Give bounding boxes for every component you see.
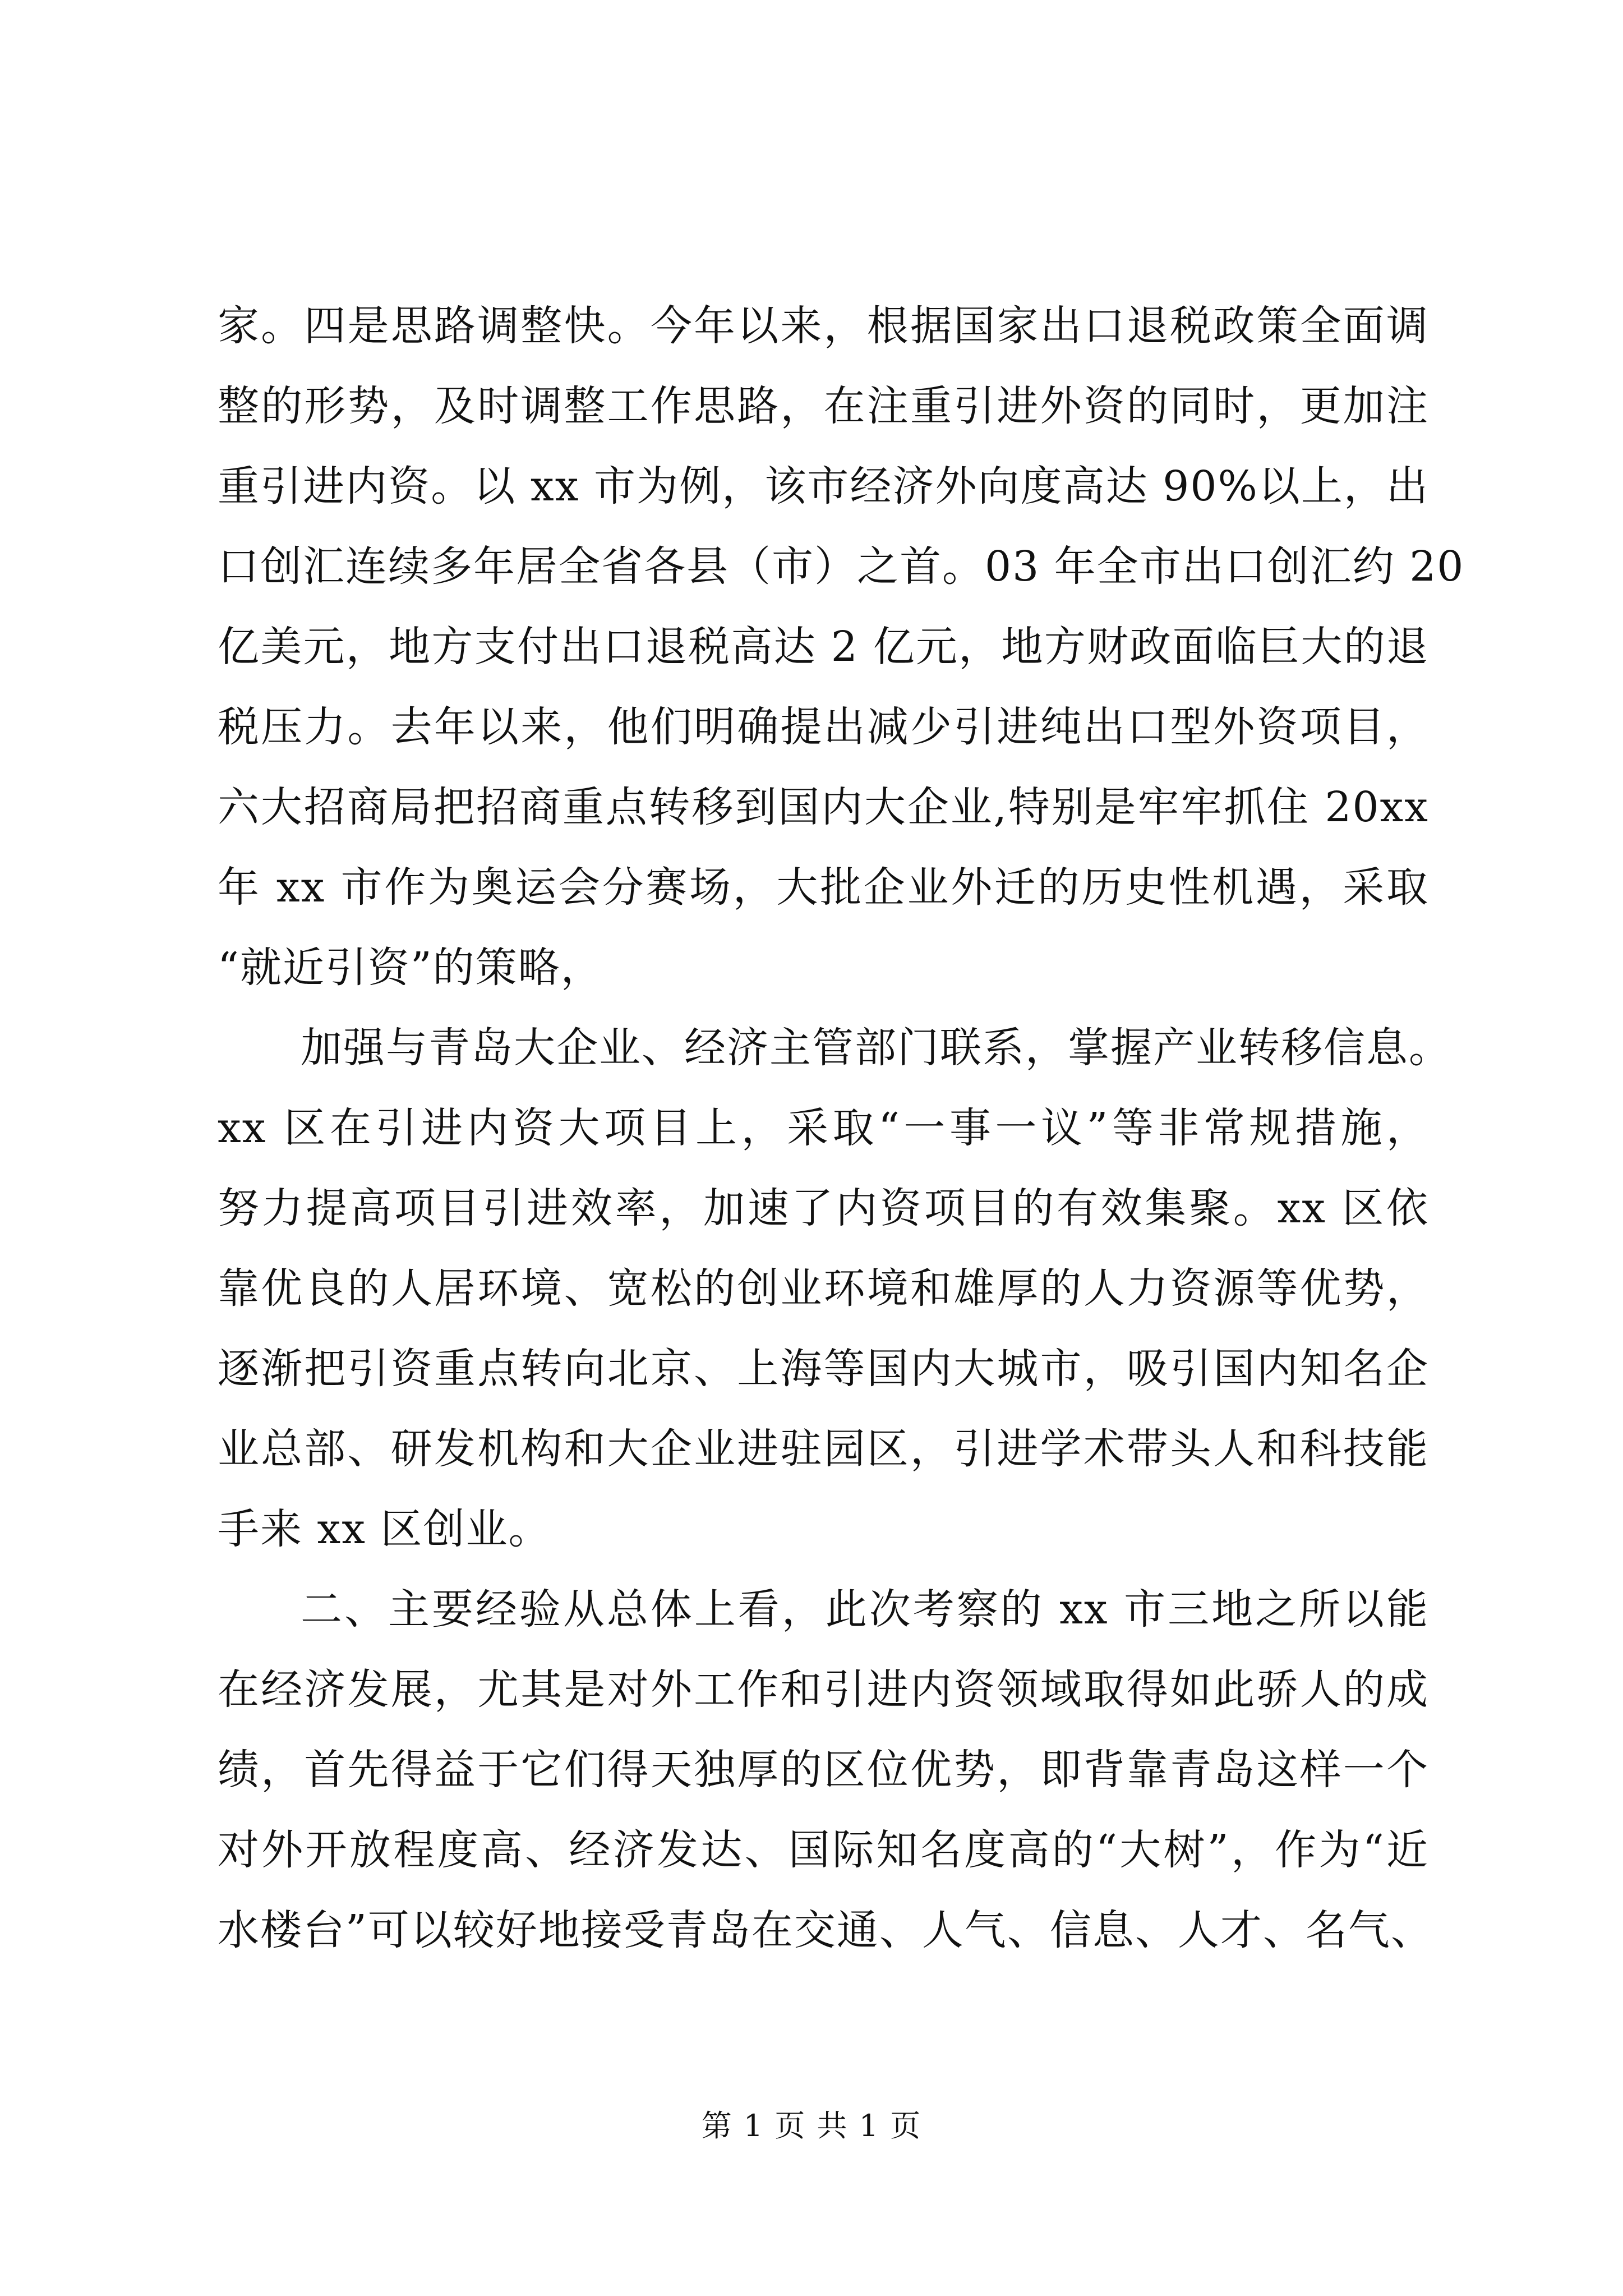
text-line: 业总部、研发机构和大企业进驻园区，引进学术带头人和科技能 — [218, 1425, 1429, 1473]
text-line: 加强与青岛大企业、经济主管部门联系，掌握产业转移信息。 — [301, 1024, 1451, 1072]
text-line: 税压力。去年以来，他们明确提出减少引进纯出口型外资项目， — [218, 703, 1429, 751]
text-line: 亿美元，地方支付出口退税高达 2 亿元，地方财政面临巨大的退 — [218, 623, 1429, 671]
text-line: 整的形势，及时调整工作思路，在注重引进外资的同时，更加注 — [218, 382, 1429, 430]
text-line: “就近引资”的策略， — [218, 944, 603, 992]
text-line: 手来 xx 区创业。 — [218, 1505, 551, 1553]
text-line: 家。四是思路调整快。今年以来，根据国家出口退税政策全面调 — [218, 302, 1429, 350]
text-line: xx 区在引进内资大项目上，采取“一事一议”等非常规措施， — [218, 1104, 1429, 1152]
text-line: 水楼台”可以较好地接受青岛在交通、人气、信息、人才、名气、 — [218, 1906, 1433, 1954]
text-line: 逐渐把引资重点转向北京、上海等国内大城市，吸引国内知名企 — [218, 1345, 1429, 1393]
text-line: 靠优良的人居环境、宽松的创业环境和雄厚的人力资源等优势， — [218, 1264, 1429, 1313]
text-line: 六大招商局把招商重点转移到国内大企业,特别是牢牢抓住 20xx — [218, 783, 1429, 831]
body-text — [218, 286, 1465, 1971]
text-line: 年 xx 市作为奥运会分赛场，大批企业外迁的历史性机遇，采取 — [218, 863, 1429, 912]
text-line: 努力提高项目引进效率，加速了内资项目的有效集聚。xx 区依 — [218, 1184, 1429, 1232]
text-line: 二、主要经验从总体上看，此次考察的 xx 市三地之所以能 — [301, 1585, 1429, 1634]
text-line: 口创汇连续多年居全省各县（市）之首。03 年全市出口创汇约 20 — [218, 542, 1465, 591]
text-line: 在经济发展，尤其是对外工作和引进内资领域取得如此骄人的成 — [218, 1665, 1429, 1714]
page-footer: 第 1 页 共 1 页 — [701, 2108, 922, 2143]
text-line: 对外开放程度高、经济发达、国际知名度高的“大树”，作为“近 — [218, 1826, 1429, 1874]
text-line: 绩，首先得益于它们得天独厚的区位优势，即背靠青岛这样一个 — [218, 1746, 1429, 1794]
text-line: 重引进内资。以 xx 市为例，该市经济外向度高达 90%以上，出 — [218, 462, 1429, 510]
